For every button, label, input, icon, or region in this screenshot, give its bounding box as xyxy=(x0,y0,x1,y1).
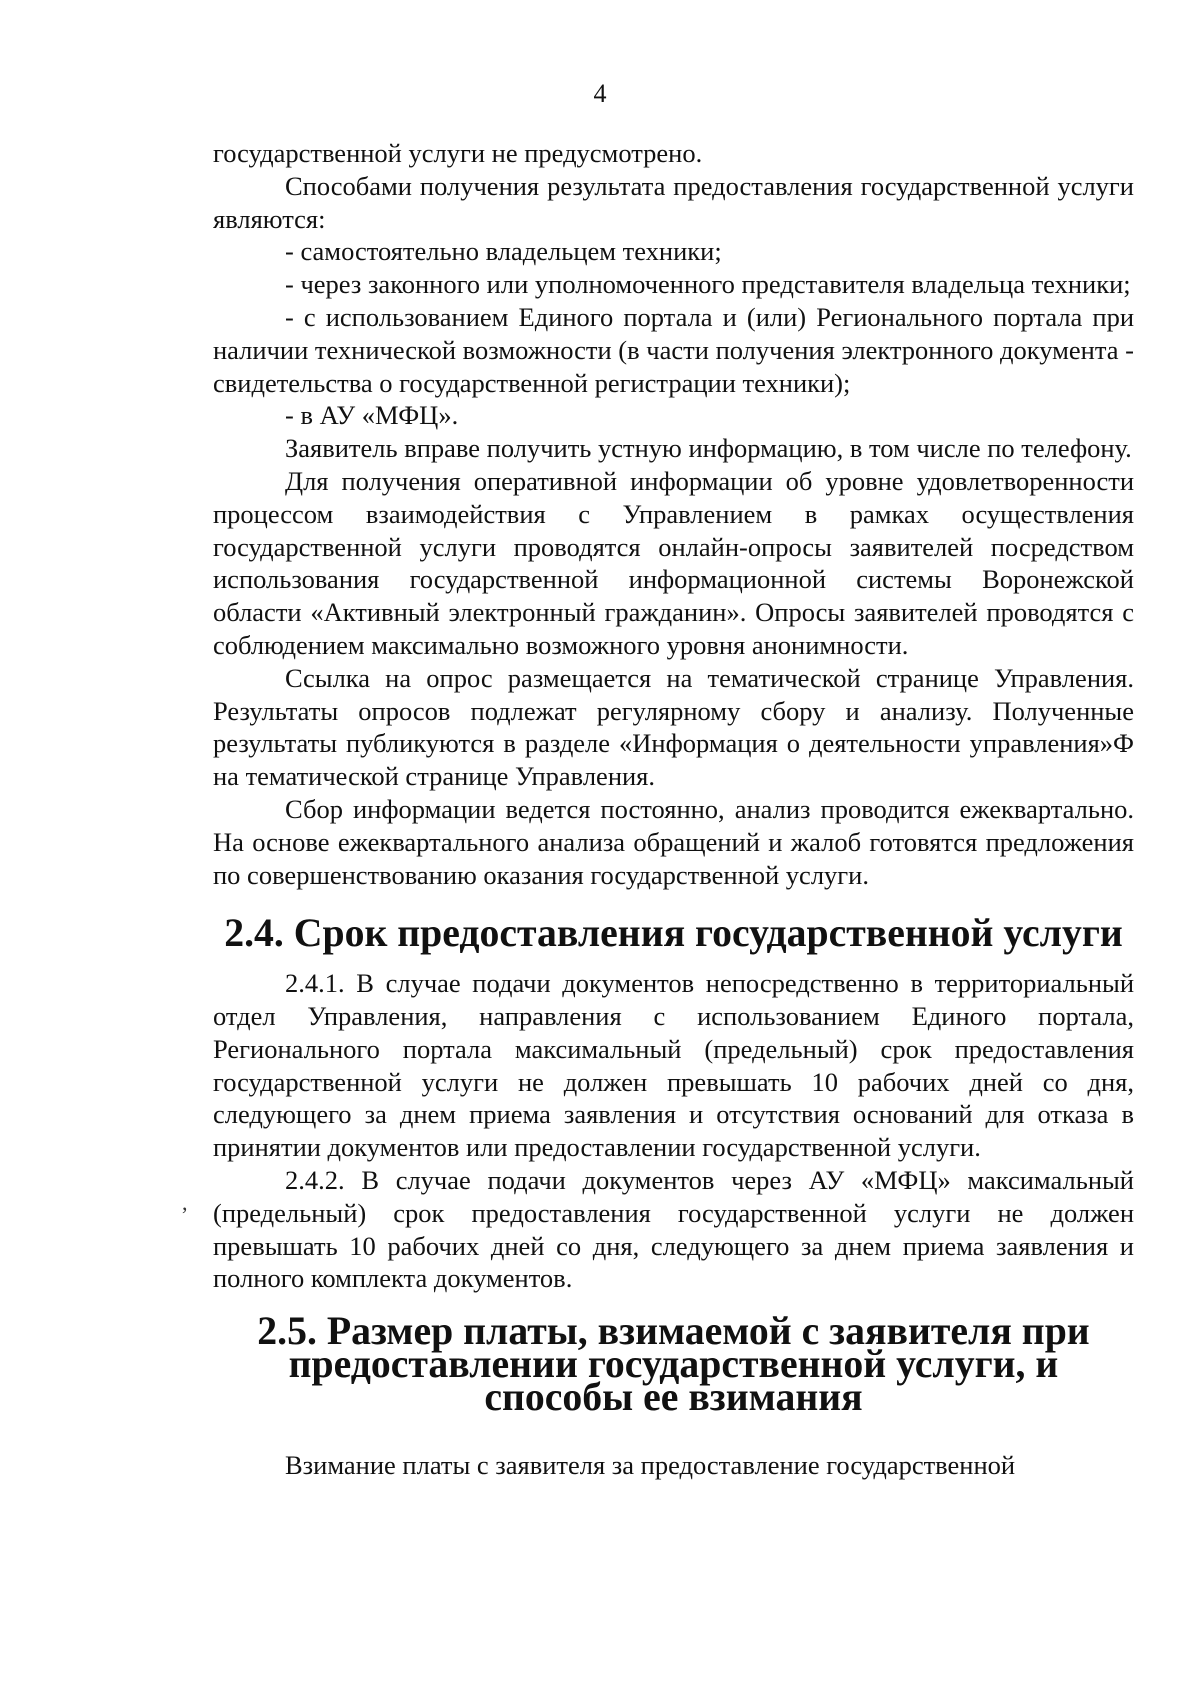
page-number: 4 xyxy=(593,79,607,108)
section-heading-2-5: 2.5. Размер платы, взимаемой с заявителя при предоставлении государственной услуги, и способы ее взимания xyxy=(257,1309,1090,1419)
section-heading-2-4: 2.4. Срок предоставления государственной услуги xyxy=(224,911,1123,956)
list-item: - в АУ «МФЦ». xyxy=(285,400,459,431)
paragraph: Взимание платы с заявителя за предоставление государственной xyxy=(285,1450,1016,1481)
paragraph: 2.4.1. В случае подачи документов непосредственно в территориальный отдел Управления, направления с использованием Единого портала, Регионального портала максимальный (предельный) срок предоставления государственной услуги не должен превышать 10 рабочих дней со дня, следующего за днем приема заявления и отсутствия оснований для отказа в принятии документов или предоставлении государственной услуги. xyxy=(213,968,1134,1163)
paragraph: 2.4.2. В случае подачи документов через АУ «МФЦ» максимальный (предельный) срок предоставления государственной услуги не должен превышать 10 рабочих дней со дня, следующего за днем приема заявления и полного комплекта документов. xyxy=(213,1164,1134,1294)
list-item: - через законного или уполномоченного представителя владельца техники; xyxy=(285,269,1131,300)
list-item: - самостоятельно владельцем техники; xyxy=(285,236,722,267)
paragraph: Заявитель вправе получить устную информацию, в том числе по телефону. xyxy=(285,433,1132,464)
paragraph: Ссылка на опрос размещается на тематической странице Управления. Результаты опросов подлежат регулярному сбору и анализу. Полученные результаты публикуются в разделе «Информация о деятельности управления»Ф на тематической странице Управления. xyxy=(213,662,1134,792)
paragraph: Для получения оперативной информации об уровне удовлетворенности процессом взаимодействия с Управлением в рамках осуществления государственной услуги проводятся онлайн-опросы заявителей посредством использования государственной информационной системы Воронежской области «Активный электронный гражданин». Опросы заявителей проводятся с соблюдением максимально возможного уровня анонимности. xyxy=(213,465,1134,660)
margin-mark: , xyxy=(182,1190,188,1215)
paragraph: Сбор информации ведется постоянно, анализ проводится ежеквартально. На основе ежеквартального анализа обращений и жалоб готовятся предложения по совершенствованию оказания государственной услуги. xyxy=(213,793,1134,890)
list-item: - с использованием Единого портала и (или) Регионального портала при наличии технической возможности (в части получения электронного документа - свидетельства о государственной регистрации техники); xyxy=(213,301,1134,398)
paragraph: государственной услуги не предусмотрено. xyxy=(213,138,703,168)
body-text xyxy=(213,137,1134,1482)
paragraph: Способами получения результата предоставления государственной услуги являются: xyxy=(213,170,1134,234)
